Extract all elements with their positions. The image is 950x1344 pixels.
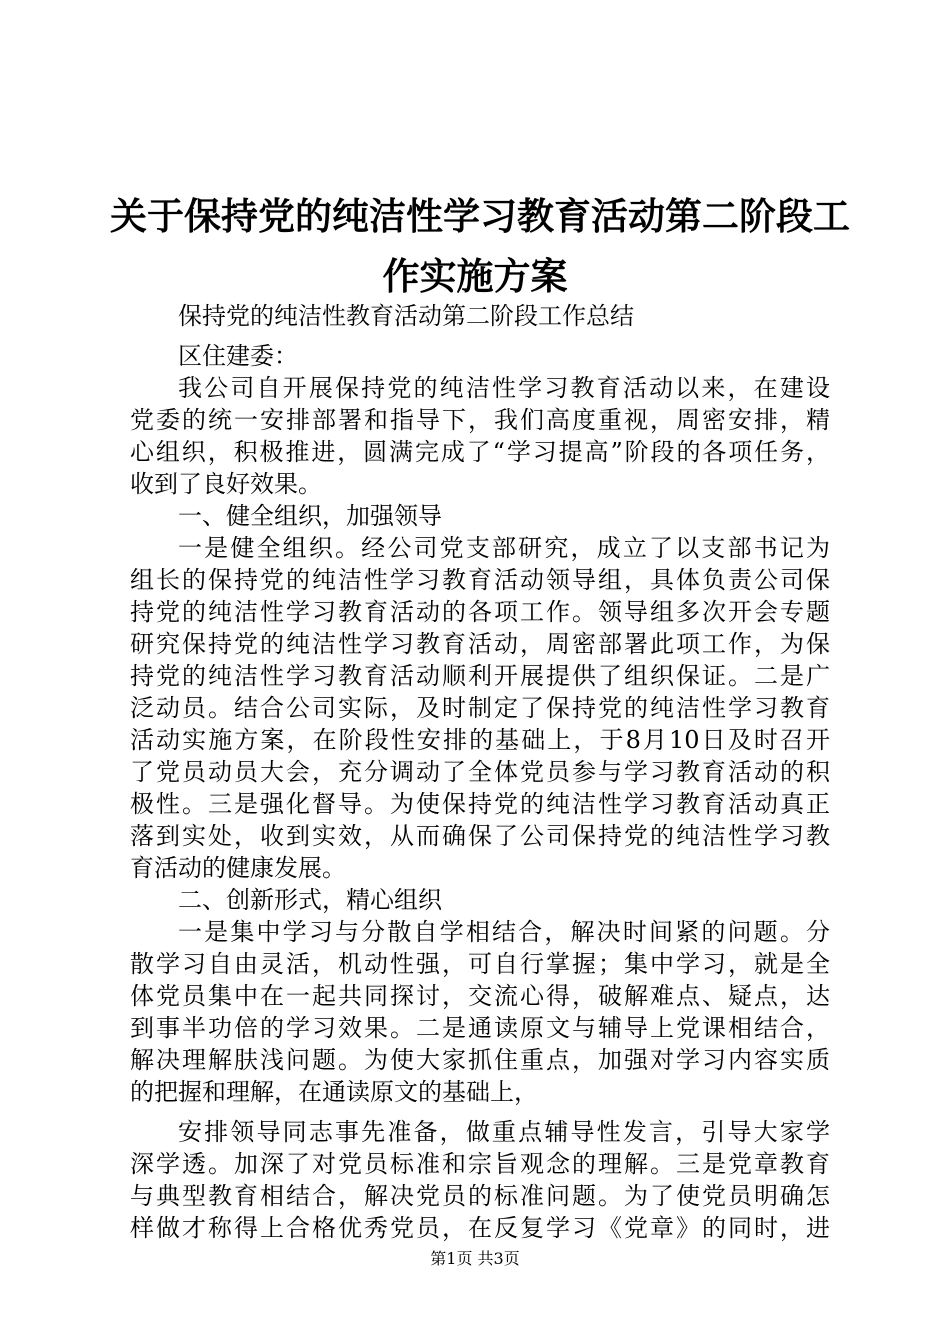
body-line: 一是集中学习与分散自学相结合，解决时间紧的问题。分 bbox=[178, 918, 830, 946]
body-line: 的把握和理解，在通读原文的基础上， bbox=[130, 1078, 538, 1106]
body-line: 极性。三是强化督导。为使保持党的纯洁性学习教育活动真正 bbox=[130, 790, 830, 818]
body-line: 样做才称得上合格优秀党员，在反复学习《党章》的同时，进 bbox=[130, 1214, 830, 1242]
body-line: 党委的统一安排部署和指导下，我们高度重视，周密安排，精 bbox=[130, 406, 830, 434]
body-line: 我公司自开展保持党的纯洁性学习教育活动以来，在建设 bbox=[178, 374, 830, 402]
body-line: 持党的纯洁性学习教育活动的各项工作。领导组多次开会专题 bbox=[130, 598, 830, 626]
body-line: 一是健全组织。经公司党支部研究，成立了以支部书记为 bbox=[178, 534, 830, 562]
body-line: 到事半功倍的学习效果。二是通读原文与辅导上党课相结合， bbox=[130, 1014, 830, 1042]
body-line: 区住建委： bbox=[178, 342, 298, 370]
body-line: 与典型教育相结合，解决党员的标准问题。为了使党员明确怎 bbox=[130, 1182, 830, 1210]
body-line: 保持党的纯洁性教育活动第二阶段工作总结 bbox=[178, 302, 634, 330]
page-footer: 第1页 共3页 bbox=[430, 1249, 520, 1268]
body-line: 育活动的健康发展。 bbox=[130, 854, 346, 882]
body-line: 活动实施方案，在阶段性安排的基础上，于8月10日及时召开 bbox=[130, 726, 830, 754]
body-line: 心组织，积极推进，圆满完成了“学习提高”阶段的各项任务， bbox=[130, 438, 830, 466]
body-line: 收到了良好效果。 bbox=[130, 470, 322, 498]
body-line: 了党员动员大会，充分调动了全体党员参与学习教育活动的积 bbox=[130, 758, 830, 786]
body-line: 持党的纯洁性学习教育活动顺利开展提供了组织保证。二是广 bbox=[130, 662, 830, 690]
body-line: 研究保持党的纯洁性学习教育活动，周密部署此项工作，为保 bbox=[130, 630, 830, 658]
body-line: 安排领导同志事先准备，做重点辅导性发言，引导大家学 bbox=[178, 1118, 830, 1146]
body-line: 深学透。加深了对党员标准和宗旨观念的理解。三是党章教育 bbox=[130, 1150, 830, 1178]
body-line: 落到实处，收到实效，从而确保了公司保持党的纯洁性学习教 bbox=[130, 822, 830, 850]
body-line: 散学习自由灵活，机动性强，可自行掌握；集中学习，就是全 bbox=[130, 950, 830, 978]
body-line: 解决理解肤浅问题。为使大家抓住重点，加强对学习内容实质 bbox=[130, 1046, 830, 1074]
document-title-line-2: 作实施方案 bbox=[382, 254, 568, 298]
body-line: 组长的保持党的纯洁性学习教育活动领导组，具体负责公司保 bbox=[130, 566, 830, 594]
document-title-line-1: 关于保持党的纯洁性学习教育活动第二阶段工 bbox=[110, 194, 850, 238]
body-line: 一、健全组织，加强领导 bbox=[178, 502, 442, 530]
body-line: 泛动员。结合公司实际，及时制定了保持党的纯洁性学习教育 bbox=[130, 694, 830, 722]
body-line: 二、创新形式，精心组织 bbox=[178, 886, 442, 914]
body-line: 体党员集中在一起共同探讨，交流心得，破解难点、疑点，达 bbox=[130, 982, 830, 1010]
